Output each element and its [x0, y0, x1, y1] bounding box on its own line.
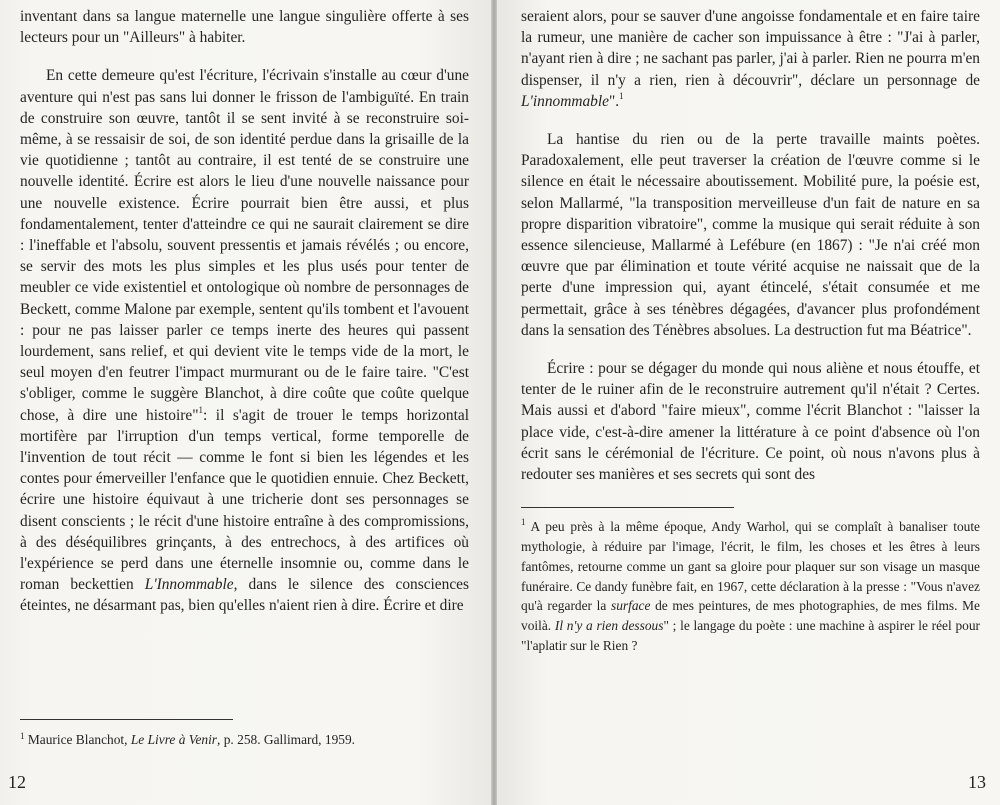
paragraph-text: ".: [608, 92, 620, 110]
footnote: [521, 517, 980, 656]
paragraph-text: En cette demeure qu'est l'écriture, l'écrivain s'installe au cœur d'une aventure qui n'est pas sans lui donner le frisson de l'ambiguïté. En train de construire son œuvre, tantôt il se sent invité à se reconstruire soi-même, à se ressaisir de soi, de son identité perdue dans la grisaille de la vie quotidienne ; tantôt au contraire, il est tenté de se construire une nouvelle identité. Écrire est alors le lieu d'une nouvelle naissance pour une nouvelle existence. Écrire pourrait bien être aussi, et plus fondamentalement, tenter d'atteindre ce qui ne saurait clairement se dire : l'ineffable et l'absolu, souvent pressentis et jamais révélés ; ou encore, se servir des mots les plus simples et les plus usés pour tenter de meubler ce vide existentiel et ontologique où nombre de personnages de Beckett, comme Malone par exemple, sentent qu'ils tombent et l'avouent : pour ne pas laisser parler ce temps inerte des heures qui passent lourdement, sans relief, et qui devient vite le temps vide de la mort, le seul moyen d'en feutrer l'impact murmurant ou de le faire taire. "C'est s'obliger, comme le suggère Blanchot, à dire coûte que coûte quelque chose, à dire une histoire": [20, 67, 469, 424]
footnote-number: 1: [20, 731, 25, 741]
paragraph: La hantise du rien ou de la perte travaille maints poètes. Paradoxalement, elle peut traverser la création de l'œuvre comme si le silence en était le nécessaire aboutissement. Mobilité pure, la poésie est, selon Mallarmé, "la transposition merveilleuse d'un fait de nature en sa propre disparition vibratoire", comme la musique qui serait réduite à son essence silencieuse, Mallarmé à Lefébure (en 1867) : "Je n'ai créé mon œuvre que par élimination et toute vérité acquise ne naissait que de la perte d'une impression qui, ayant étincelé, s'était consumée et me permettait, grâce à ses ténèbres dégagées, d'avancer plus profondément dans la sensation des Ténèbres absolues. La destruction fut ma Béatrice".: [521, 131, 980, 339]
right-page: [497, 0, 1000, 805]
footnote-emphasis: Il n'y a rien dessous: [554, 618, 664, 634]
footnote-text: , p. 258. Gallimard, 1959.: [217, 732, 356, 747]
footnote-marker: 1: [198, 404, 203, 415]
footnote-text: A peu près à la même époque, Andy Warhol, qui se complaît à banaliser toute mythologie, à réduire par l'image, l'écrit, le film, les choses et les êtres à leurs fantômes, retourne comme un gant sa gloire pour plaquer sur son visage un masque funéraire. Ce dandy funèbre fait, en 1967, cette déclaration à la presse : "Vous n'avez qu'à regarder la: [521, 519, 980, 614]
footnote-marker: 1: [619, 90, 624, 101]
footnote-text: " ; le langage du poète : une machine à aspirer le réel pour "l'aplatir sur le Rien ?: [521, 618, 980, 654]
paragraph: Écrire : pour se dégager du monde qui nous aliène et nous étouffe, et tenter de le ruiner afin de le reconstruire autrement qu'il n'était ? Certes. Mais aussi et d'abord "faire mieux", comme l'écrit Blanchot : "laisser la place vide, c'est-à-dire amener la littérature à ce point d'absence où l'on écrit sans le cérémonial de l'écriture. Ce point, où nous n'avons plus à redouter ses manières et ses secrets qui sont des: [521, 360, 980, 484]
book-title: L'Innommable: [144, 576, 234, 594]
paragraph-text: seraient alors, pour se sauver d'une angoisse fondamentale et en faire taire la rumeur, une manière de cacher son impuissance à être : "J'ai à parler, n'ayant rien à dire ; ne sachant pas parler, j'ai à parler. Rien ne pourra m'en dispenser, il n'y a rien, rien à découvrir", déclare un personnage de: [521, 8, 980, 89]
footnote: [20, 731, 469, 749]
footnote-text: Maurice Blanchot,: [24, 732, 131, 747]
left-page-body: [20, 6, 469, 617]
left-page: [0, 0, 491, 805]
footnote-divider: [521, 507, 734, 508]
right-page-body: [521, 6, 980, 485]
footnote-text: de mes peintures, de mes photographies, de mes films. Me voilà.: [521, 598, 980, 634]
paragraph: inventant dans sa langue maternelle une langue singulière offerte à ses lecteurs pour un "Ailleurs" à habiter.: [20, 8, 469, 47]
page-number: 12: [8, 772, 26, 792]
paragraph: [20, 65, 469, 616]
footnote-emphasis: surface: [610, 598, 651, 614]
footnote-book-title: Le Livre à Venir: [130, 732, 218, 747]
book-title: L'innommable: [521, 92, 609, 110]
paragraph-text: , dans le silence des consciences éteintes, ne désarmant pas, bien qu'elles n'aient rien à dire. Écrire et dire: [20, 576, 469, 615]
page-number: 13: [968, 772, 986, 792]
footnote-number: 1: [521, 517, 526, 528]
paragraph: [521, 6, 980, 112]
paragraph-text: : il s'agit de trouer le temps horizontal mortifère par l'irruption d'un temps vertical, forme temporelle de l'invention de tout récit — comme le font si bien les légendes et les contes pour émerveiller l'enfance que le quotidien ennuie. Chez Beckett, écrire une histoire équivaut à une tricherie dont ses personnages se disent conscients ; le récit d'une histoire entraîne à des compromissions, à des déséquilibres grinçants, à des entrechocs, à des artifices où l'expérience se perd dans une éternelle insomnie ou, comme dans le roman beckettien: [20, 406, 469, 594]
footnote-divider: [20, 719, 233, 720]
